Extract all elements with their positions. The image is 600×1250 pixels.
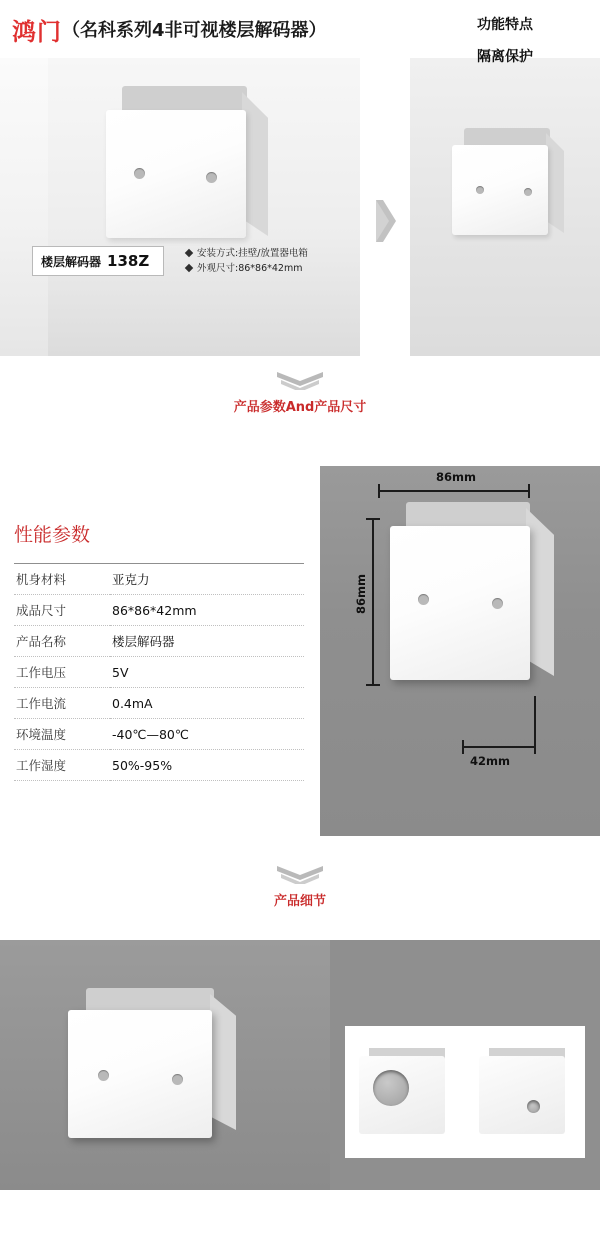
dimension-tick-left <box>378 484 380 498</box>
spec-section <box>0 520 320 781</box>
spec-key: 工作电流 <box>16 696 67 711</box>
spec-value: 0.4mA <box>112 695 153 711</box>
spec-title: 性能参数 <box>14 524 91 546</box>
model-label-code: 138Z <box>107 252 150 270</box>
feature-title: 功能特点 <box>477 17 533 33</box>
spec-key: 产品名称 <box>16 634 67 649</box>
table-row <box>14 595 304 626</box>
table-row <box>14 564 304 595</box>
product-image-main <box>96 86 271 261</box>
spec-value: 楼层解码器 <box>112 634 175 649</box>
dimension-label-height: 86mm <box>354 574 368 614</box>
page-header <box>0 0 600 58</box>
dimension-line-width <box>378 490 530 492</box>
spec-key: 机身材料 <box>16 572 67 587</box>
spec-key: 成品尺寸 <box>16 603 67 618</box>
speaker-hole-icon <box>373 1070 409 1106</box>
spec-key: 工作湿度 <box>16 758 67 773</box>
product-closeup-left <box>355 1042 455 1142</box>
list-item <box>186 261 376 276</box>
chevron-down-icon <box>277 866 323 884</box>
spec-value: 50%-95% <box>112 757 173 773</box>
model-label-box <box>32 246 164 276</box>
brand-logo: 鸿门 <box>12 17 62 46</box>
spec-table <box>14 563 304 781</box>
divider-caption: 产品细节 <box>273 894 326 909</box>
table-row <box>14 657 304 688</box>
indicator-hole-icon <box>527 1100 540 1113</box>
product-image-detail <box>60 988 250 1153</box>
product-image-feature <box>446 128 566 248</box>
footer-spacer <box>0 1190 600 1250</box>
dimension-tick-bottom <box>366 684 380 686</box>
dimension-line-depth <box>462 746 536 748</box>
closeup-face <box>479 1056 565 1134</box>
dimension-line-height <box>372 518 374 686</box>
dimension-label-width: 86mm <box>436 470 476 484</box>
dimension-label-depth: 42mm <box>470 754 510 768</box>
bullet-text: 外观尺寸:86*86*42mm <box>197 263 303 274</box>
spec-value: 86*86*42mm <box>112 602 197 618</box>
dimension-tick-right <box>528 484 530 498</box>
table-row <box>14 719 304 750</box>
spec-value: -40℃—80℃ <box>112 726 189 742</box>
dimension-tick-top <box>366 518 380 520</box>
chevron-right-icon <box>374 198 398 244</box>
chevron-down-icon <box>277 372 323 390</box>
section-divider-detail <box>0 866 600 909</box>
feature-subtitle: 隔离保护 <box>477 49 533 65</box>
divider-caption: 产品参数And产品尺寸 <box>233 400 367 415</box>
product-closeup-right <box>475 1042 575 1142</box>
spec-value: 亚克力 <box>112 572 150 587</box>
spec-key: 工作电压 <box>16 665 67 680</box>
spec-value: 5V <box>112 664 129 680</box>
product-image-dimension <box>382 502 550 698</box>
model-label-name: 楼层解码器 <box>41 254 102 269</box>
hero-bullet-list <box>186 246 376 276</box>
diamond-bullet-icon <box>185 264 193 272</box>
dimension-tick-depth-right <box>534 696 536 754</box>
diamond-bullet-icon <box>185 249 193 257</box>
section-divider-params <box>0 372 600 415</box>
table-row <box>14 750 304 781</box>
bullet-text: 安装方式:挂壁/放置器电箱 <box>197 248 308 259</box>
spec-key: 环境温度 <box>16 727 67 742</box>
dimension-panel <box>320 466 600 836</box>
table-row <box>14 688 304 719</box>
table-row <box>14 626 304 657</box>
detail-closeup-card <box>345 1026 585 1158</box>
detail-section <box>0 940 600 1190</box>
list-item <box>186 246 376 261</box>
page-title: （名科系列4非可视楼层解码器） <box>62 20 327 41</box>
dimension-tick-depth-left <box>462 740 464 754</box>
